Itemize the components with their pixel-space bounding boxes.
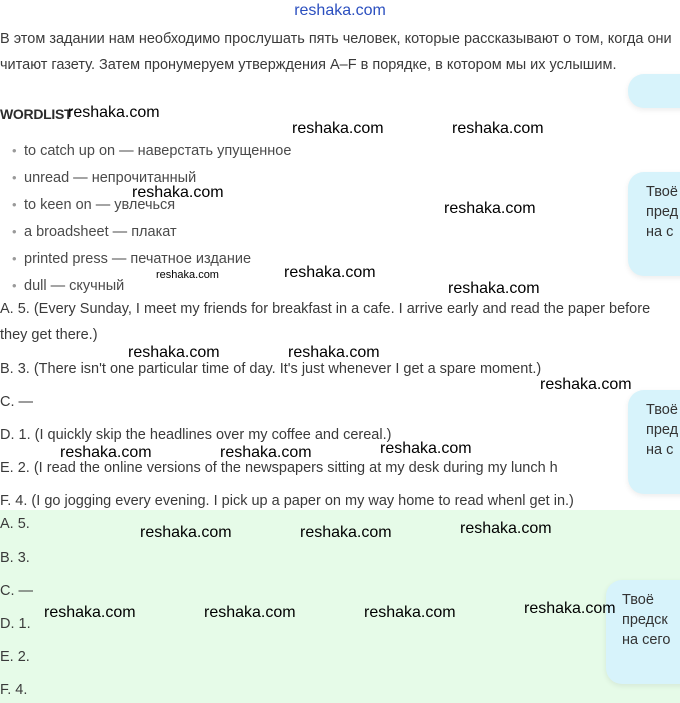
watermark-text: reshaka.com: [452, 120, 544, 137]
chat-bubble-line: предск: [622, 612, 668, 628]
chat-bubble-line: на с: [646, 442, 674, 458]
watermark-text: reshaka.com: [300, 524, 392, 541]
chat-bubble-line: на с: [646, 224, 674, 240]
watermark-text: reshaka.com: [540, 376, 632, 393]
chat-bubble[interactable]: [628, 390, 680, 494]
answer-a: A. 5. (Every Sunday, I meet my friends for breakfast in a cafe. I arrive early and read the paper before they get there.): [0, 301, 651, 343]
watermark-text: reshaka.com: [292, 120, 384, 137]
wordlist-item: • unread — непрочитанный: [12, 170, 291, 197]
watermark-text: reshaka.com: [128, 344, 220, 361]
wordlist-item: • printed press — печатное издание: [12, 251, 291, 278]
wordlist-item: • to keen on — увлечься: [12, 197, 291, 224]
short-answer-e: E. 2.: [0, 649, 30, 665]
wordlist-heading: WORDLIST: [0, 106, 73, 122]
short-answer-a: A. 5.: [0, 516, 30, 532]
watermark-text: reshaka.com: [140, 524, 232, 541]
watermark-text: reshaka.com: [380, 440, 472, 457]
chat-bubble[interactable]: [628, 172, 680, 276]
watermark-text: reshaka.com: [284, 264, 376, 281]
watermark-text: reshaka.com: [524, 600, 616, 617]
watermark-text: reshaka.com: [448, 280, 540, 297]
watermark-text: reshaka.com: [60, 444, 152, 461]
wordlist: [12, 143, 291, 305]
watermark-text: reshaka.com: [132, 184, 224, 201]
answer-e: E. 2. (I read the online versions of the newspapers sitting at my desk during my lunch h: [0, 460, 558, 476]
answer-b: B. 3. (There isn't one particular time of day. It's just whenever I get a spare moment.): [0, 361, 542, 377]
short-answer-f: F. 4.: [0, 682, 28, 698]
watermark-text: reshaka.com: [364, 604, 456, 621]
chat-bubble-line: на сего: [622, 632, 671, 648]
watermark-text: reshaka.com: [444, 200, 536, 217]
wordlist-item: • a broadsheet — плакат: [12, 224, 291, 251]
watermark-text: reshaka.com: [68, 104, 160, 121]
short-answer-c: C. —: [0, 583, 34, 599]
watermark-text: reshaka.com: [44, 604, 136, 621]
chat-bubble[interactable]: [606, 580, 680, 684]
watermark-text: reshaka.com: [460, 520, 552, 537]
chat-bubble-partial[interactable]: [628, 74, 680, 108]
watermark-text: reshaka.com: [204, 604, 296, 621]
answer-c: C. —: [0, 394, 34, 410]
watermark-text: reshaka.com: [288, 344, 380, 361]
short-answer-b: B. 3.: [0, 550, 30, 566]
chat-bubble-line: пред: [646, 422, 679, 438]
chat-bubble-line: пред: [646, 204, 679, 220]
site-watermark-top[interactable]: reshaka.com: [294, 2, 386, 19]
watermark-text: reshaka.com: [156, 269, 219, 281]
chat-bubble-line: Твоё: [646, 184, 678, 200]
chat-bubble-line: Твоё: [646, 402, 678, 418]
answer-f: F. 4. (I go jogging every evening. I pick up a paper on my way home to read whenl get in.): [0, 493, 574, 509]
wordlist-item: • to catch up on — наверстать упущенное: [12, 143, 291, 170]
intro-paragraph: В этом задании нам необходимо прослушать пять человек, которые рассказывают о том, когда они читают газету. Затем пронумеруем утверждения A–F в порядке, в котором мы их услышим.: [0, 31, 672, 73]
watermark-text: reshaka.com: [220, 444, 312, 461]
answers-block: [0, 296, 680, 521]
chat-bubble-line: Твоё: [622, 592, 654, 608]
answer-d: D. 1. (I quickly skip the headlines over my coffee and cereal.): [0, 427, 392, 443]
wordlist-item: • dull — скучный: [12, 278, 291, 305]
short-answer-d: D. 1.: [0, 616, 31, 632]
